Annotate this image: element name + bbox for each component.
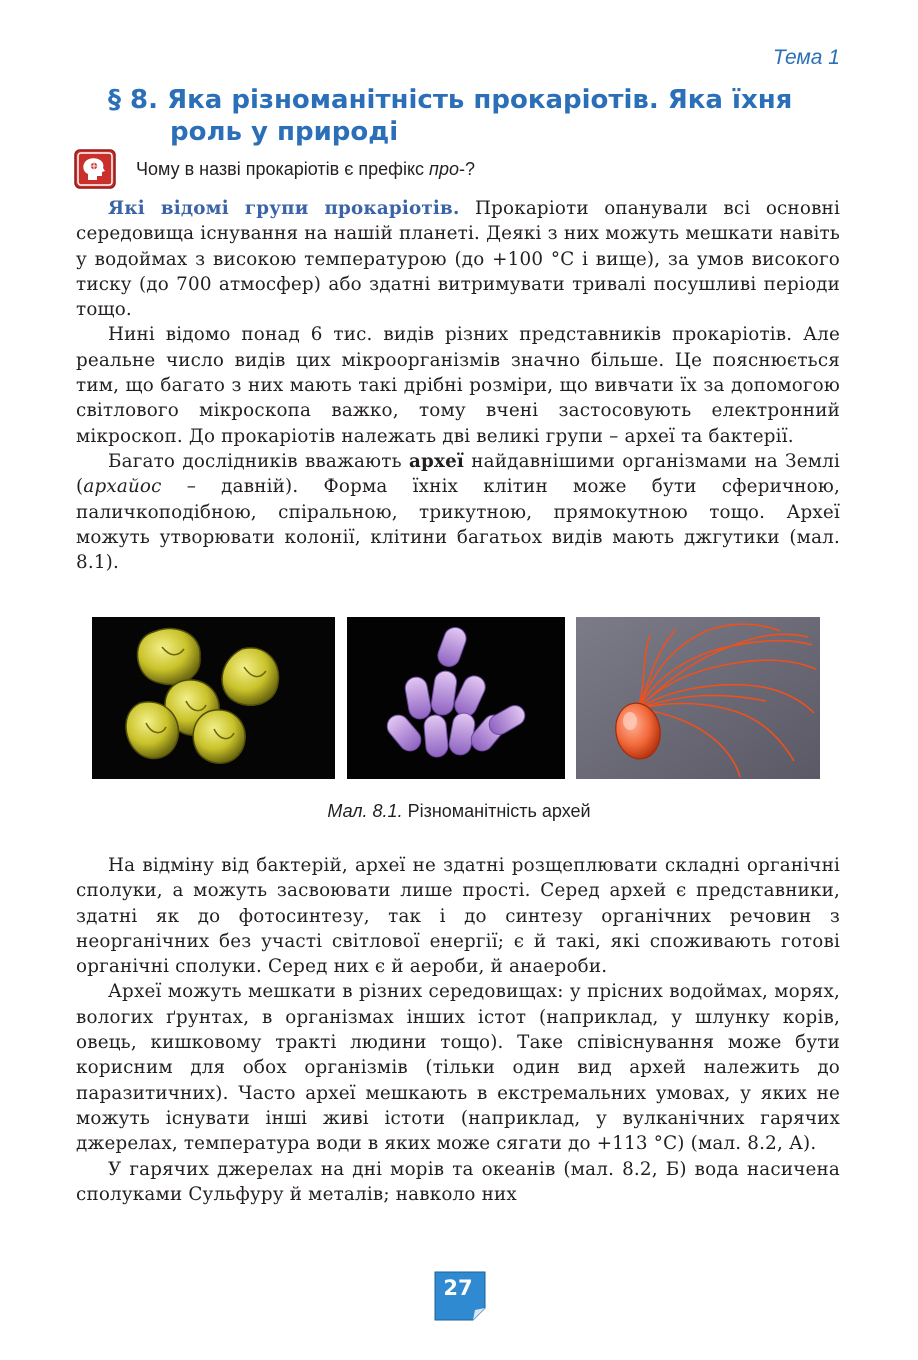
paragraph-1-body: Прокаріоти опанували всі основні середовища існування на нашій планеті. Деякі з них можуть мешкати навіть у водоймах з високою температурою (до +100 °С і вище), за умов високого тиску (до 700 атмосфер) або здатні витримувати тривалі посушливі періоди тощо. [76,198,840,321]
caption-text: Різноманітність архей [402,801,591,821]
question-head-icon [74,149,116,189]
paragraph-3-b: найдавнішими організмами на Землі ( [76,450,840,498]
term-archaios: архайос [83,476,162,498]
topic-label: Тема 1 [772,46,840,69]
paragraph-1 [76,196,840,322]
paragraph-3-c: – давній). Форма їхніх клітин може бути сферичною, паличкоподібною, спіральною, трикутною, прямокутною тощо. Археї можуть утворювати колонії, клітини багатьох видів мають джгутики (мал. 8.1). [76,476,840,574]
body-text-top [76,196,840,575]
term-archaea: археї [408,450,465,472]
question-text [136,159,475,180]
archaea-purple-rods-image [347,617,565,779]
question-italic: про [429,159,459,179]
archaea-flagellated-cell-image [576,617,820,779]
caption-label: Мал. 8.1. [327,801,403,821]
title-line-1: § 8. Яка різноманітність прокаріотів. Яка їхня [108,85,793,115]
paragraph-6: У гарячих джерелах на дні морів та океанів (мал. 8.2, Б) вода насичена сполуками Сульфуру й металів; навколо них [76,1158,840,1205]
body-text-bottom [76,853,840,1207]
page-number: 27 [443,1276,473,1300]
title-line-2: роль у природі [170,117,399,147]
paragraph-2: Нині відомо понад 6 тис. видів різних представників прокаріотів. Але реальне число видів цих мікроорганізмів значно більше. Це пояснюється тим, що багато з них мають такі дрібні розміри, що вивчати їх за допомогою світлового мікроскопа важко, тому вчені застосовують електронний мікроскоп. До прокаріотів належать дві великі групи – археї та бактерії. [76,324,840,447]
paragraph-3-a: Багато дослідників вважають [108,450,409,472]
figure-8-1 [0,617,918,779]
paragraph-5: Археї можуть мешкати в різних середовищах: у прісних водоймах, морях, вологих ґрунтах, в організмах інших істот (наприклад, у шлунку корів, овець, кишковому тракті людини тощо). Таке співіснування може бути корисним для обох організмів (тільки один вид архей належить до паразитичних). Часто археї мешкають в екстремальних умовах, у яких не можуть існувати інші живі істоти (наприклад, у вулканічних гарячих джерелах, температура води в яких може сягати до +113 °С) (мал. 8.2, А). [76,981,840,1155]
paragraph-lead: Які відомі групи прокаріотів. [108,198,460,219]
section-title [108,84,828,148]
question-part: Чому в назві прокаріотів є префікс [136,159,430,179]
paragraph-4: На відміну від бактерій, археї не здатні розщеплювати складні органічні сполуки, а можуть засвоювати лише прості. Серед архей є представники, здатні як до фотосинтезу, так і до синтезу органічних речовин з неорганічних без участі світлової енергії; є й такі, які споживають готові органічні сполуки. Серед них є й аероби, й анаероби. [76,855,840,978]
figure-caption [0,801,918,822]
question-part-end: -? [458,159,475,179]
paragraph-3 [76,449,840,575]
archaea-yellow-cocci-image [92,617,335,779]
